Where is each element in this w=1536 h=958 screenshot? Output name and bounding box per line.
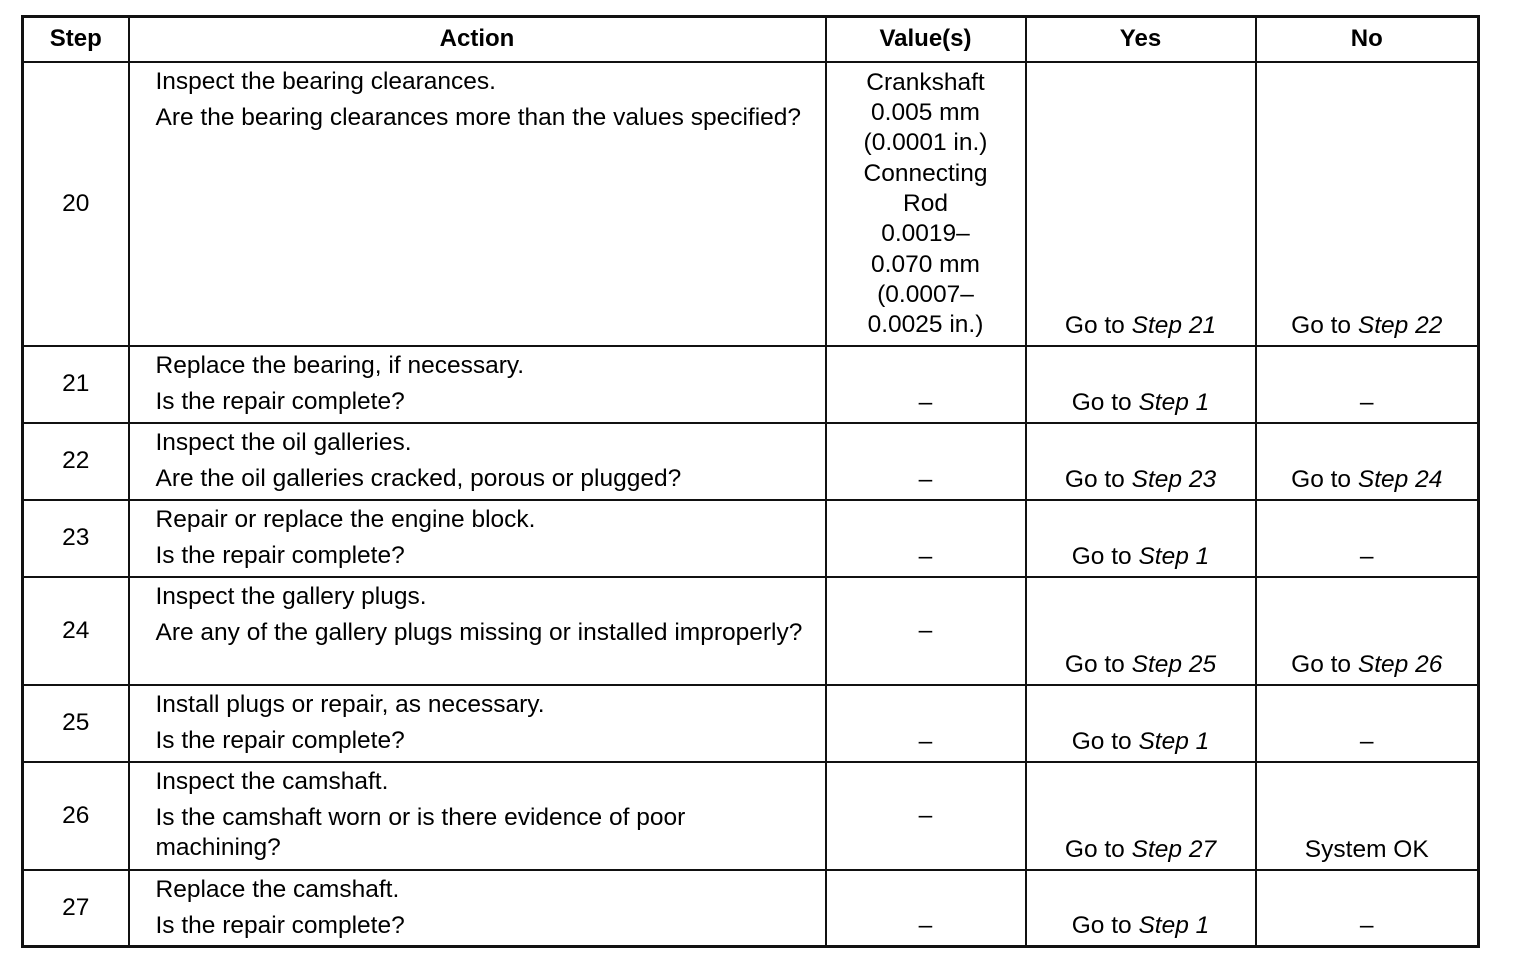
value-line: Rod (903, 190, 948, 218)
yes-cell (1026, 870, 1256, 947)
header-step: Step (23, 17, 129, 62)
value-line: Connecting (863, 159, 988, 187)
go-to-text: Go to (1064, 465, 1125, 493)
header-no: No (1256, 17, 1479, 62)
go-to-text: Go to (1071, 911, 1132, 939)
value-line: 0.0025 in.) (867, 311, 984, 339)
table-row (23, 423, 1479, 500)
yes-cell (1026, 762, 1256, 870)
go-to-text: Go to (1064, 650, 1125, 678)
value-cell: – (826, 500, 1026, 577)
no-cell (1256, 423, 1479, 500)
no-cell: – (1256, 500, 1479, 577)
action-text: Inspect the oil galleries. (155, 428, 412, 456)
action-text: Replace the camshaft. (155, 875, 400, 903)
no-cell: – (1256, 870, 1479, 947)
table-row (23, 62, 1479, 346)
question-text: Is the repair complete? (155, 911, 405, 939)
action-text: Replace the bearing, if necessary. (155, 351, 525, 379)
value-line: Crankshaft (866, 68, 985, 96)
no-step-link[interactable]: Step 22 (1357, 311, 1443, 339)
value-cell: – (826, 423, 1026, 500)
no-cell: – (1256, 346, 1479, 423)
step-number: 21 (23, 346, 129, 423)
action-cell (129, 62, 826, 346)
question-text: Are any of the gallery plugs missing or installed improperly? (155, 618, 803, 646)
value-line: 0.0019– (881, 220, 970, 248)
action-text: Inspect the camshaft. (155, 767, 389, 795)
step-number: 26 (23, 762, 129, 870)
action-cell (129, 762, 826, 870)
yes-cell (1026, 423, 1256, 500)
header-values: Value(s) (826, 17, 1026, 62)
go-to-text: Go to (1071, 727, 1132, 755)
table-row (23, 346, 1479, 423)
value-line: 0.005 mm (871, 99, 980, 127)
no-step-link[interactable]: Step 26 (1357, 650, 1443, 678)
no-step-link[interactable]: Step 24 (1357, 465, 1443, 493)
go-to-text: Go to (1291, 311, 1352, 339)
yes-step-link[interactable]: Step 23 (1131, 465, 1217, 493)
yes-cell (1026, 685, 1256, 762)
yes-step-link[interactable]: Step 1 (1138, 911, 1210, 939)
no-cell: – (1256, 685, 1479, 762)
step-number: 23 (23, 500, 129, 577)
yes-step-link[interactable]: Step 21 (1131, 311, 1217, 339)
go-to-text: Go to (1071, 542, 1132, 570)
yes-step-link[interactable]: Step 1 (1138, 388, 1210, 416)
yes-step-link[interactable]: Step 27 (1131, 835, 1217, 863)
value-line: 0.070 mm (871, 250, 980, 278)
question-text: Is the repair complete? (155, 387, 405, 415)
value-line: (0.0001 in.) (863, 129, 988, 157)
yes-step-link[interactable]: Step 1 (1138, 542, 1210, 570)
step-number: 22 (23, 423, 129, 500)
action-cell (129, 685, 826, 762)
yes-cell (1026, 500, 1256, 577)
step-number: 27 (23, 870, 129, 947)
header-yes: Yes (1026, 17, 1256, 62)
table-row (23, 762, 1479, 870)
question-text: Is the repair complete? (155, 726, 405, 754)
action-text: Install plugs or repair, as necessary. (155, 690, 545, 718)
step-number: 25 (23, 685, 129, 762)
header-action: Action (129, 17, 826, 62)
yes-step-link[interactable]: Step 1 (1138, 727, 1210, 755)
value-cell: – (826, 762, 1026, 870)
action-text: Inspect the bearing clearances. (155, 67, 496, 95)
action-text: Inspect the gallery plugs. (155, 582, 427, 610)
action-text: Repair or replace the engine block. (155, 505, 536, 533)
value-cell: – (826, 870, 1026, 947)
no-cell (1256, 577, 1479, 685)
yes-cell (1026, 346, 1256, 423)
go-to-text: Go to (1291, 650, 1352, 678)
value-cell: – (826, 685, 1026, 762)
diagnostic-table (21, 15, 1480, 948)
action-cell (129, 500, 826, 577)
diagnostic-table-container (21, 15, 1477, 948)
go-to-text: Go to (1291, 465, 1352, 493)
question-text: Is the repair complete? (155, 541, 405, 569)
go-to-text: Go to (1064, 311, 1125, 339)
yes-step-link[interactable]: Step 25 (1131, 650, 1217, 678)
step-number: 20 (23, 62, 129, 346)
yes-cell (1026, 577, 1256, 685)
table-row (23, 500, 1479, 577)
step-number: 24 (23, 577, 129, 685)
go-to-text: Go to (1071, 388, 1132, 416)
no-cell: System OK (1256, 762, 1479, 870)
table-row (23, 577, 1479, 685)
action-cell (129, 346, 826, 423)
table-row (23, 870, 1479, 947)
header-row (23, 17, 1479, 62)
action-cell (129, 870, 826, 947)
value-cell (826, 62, 1026, 346)
value-cell: – (826, 346, 1026, 423)
value-line: (0.0007– (877, 280, 974, 308)
action-cell (129, 577, 826, 685)
table-row (23, 685, 1479, 762)
go-to-text: Go to (1064, 835, 1125, 863)
yes-cell (1026, 62, 1256, 346)
no-cell (1256, 62, 1479, 346)
question-text: Are the oil galleries cracked, porous or plugged? (155, 464, 682, 492)
value-cell: – (826, 577, 1026, 685)
action-cell (129, 423, 826, 500)
question-text: Is the camshaft worn or is there evidence of poor machining? (155, 803, 686, 861)
question-text: Are the bearing clearances more than the values specified? (155, 103, 802, 131)
